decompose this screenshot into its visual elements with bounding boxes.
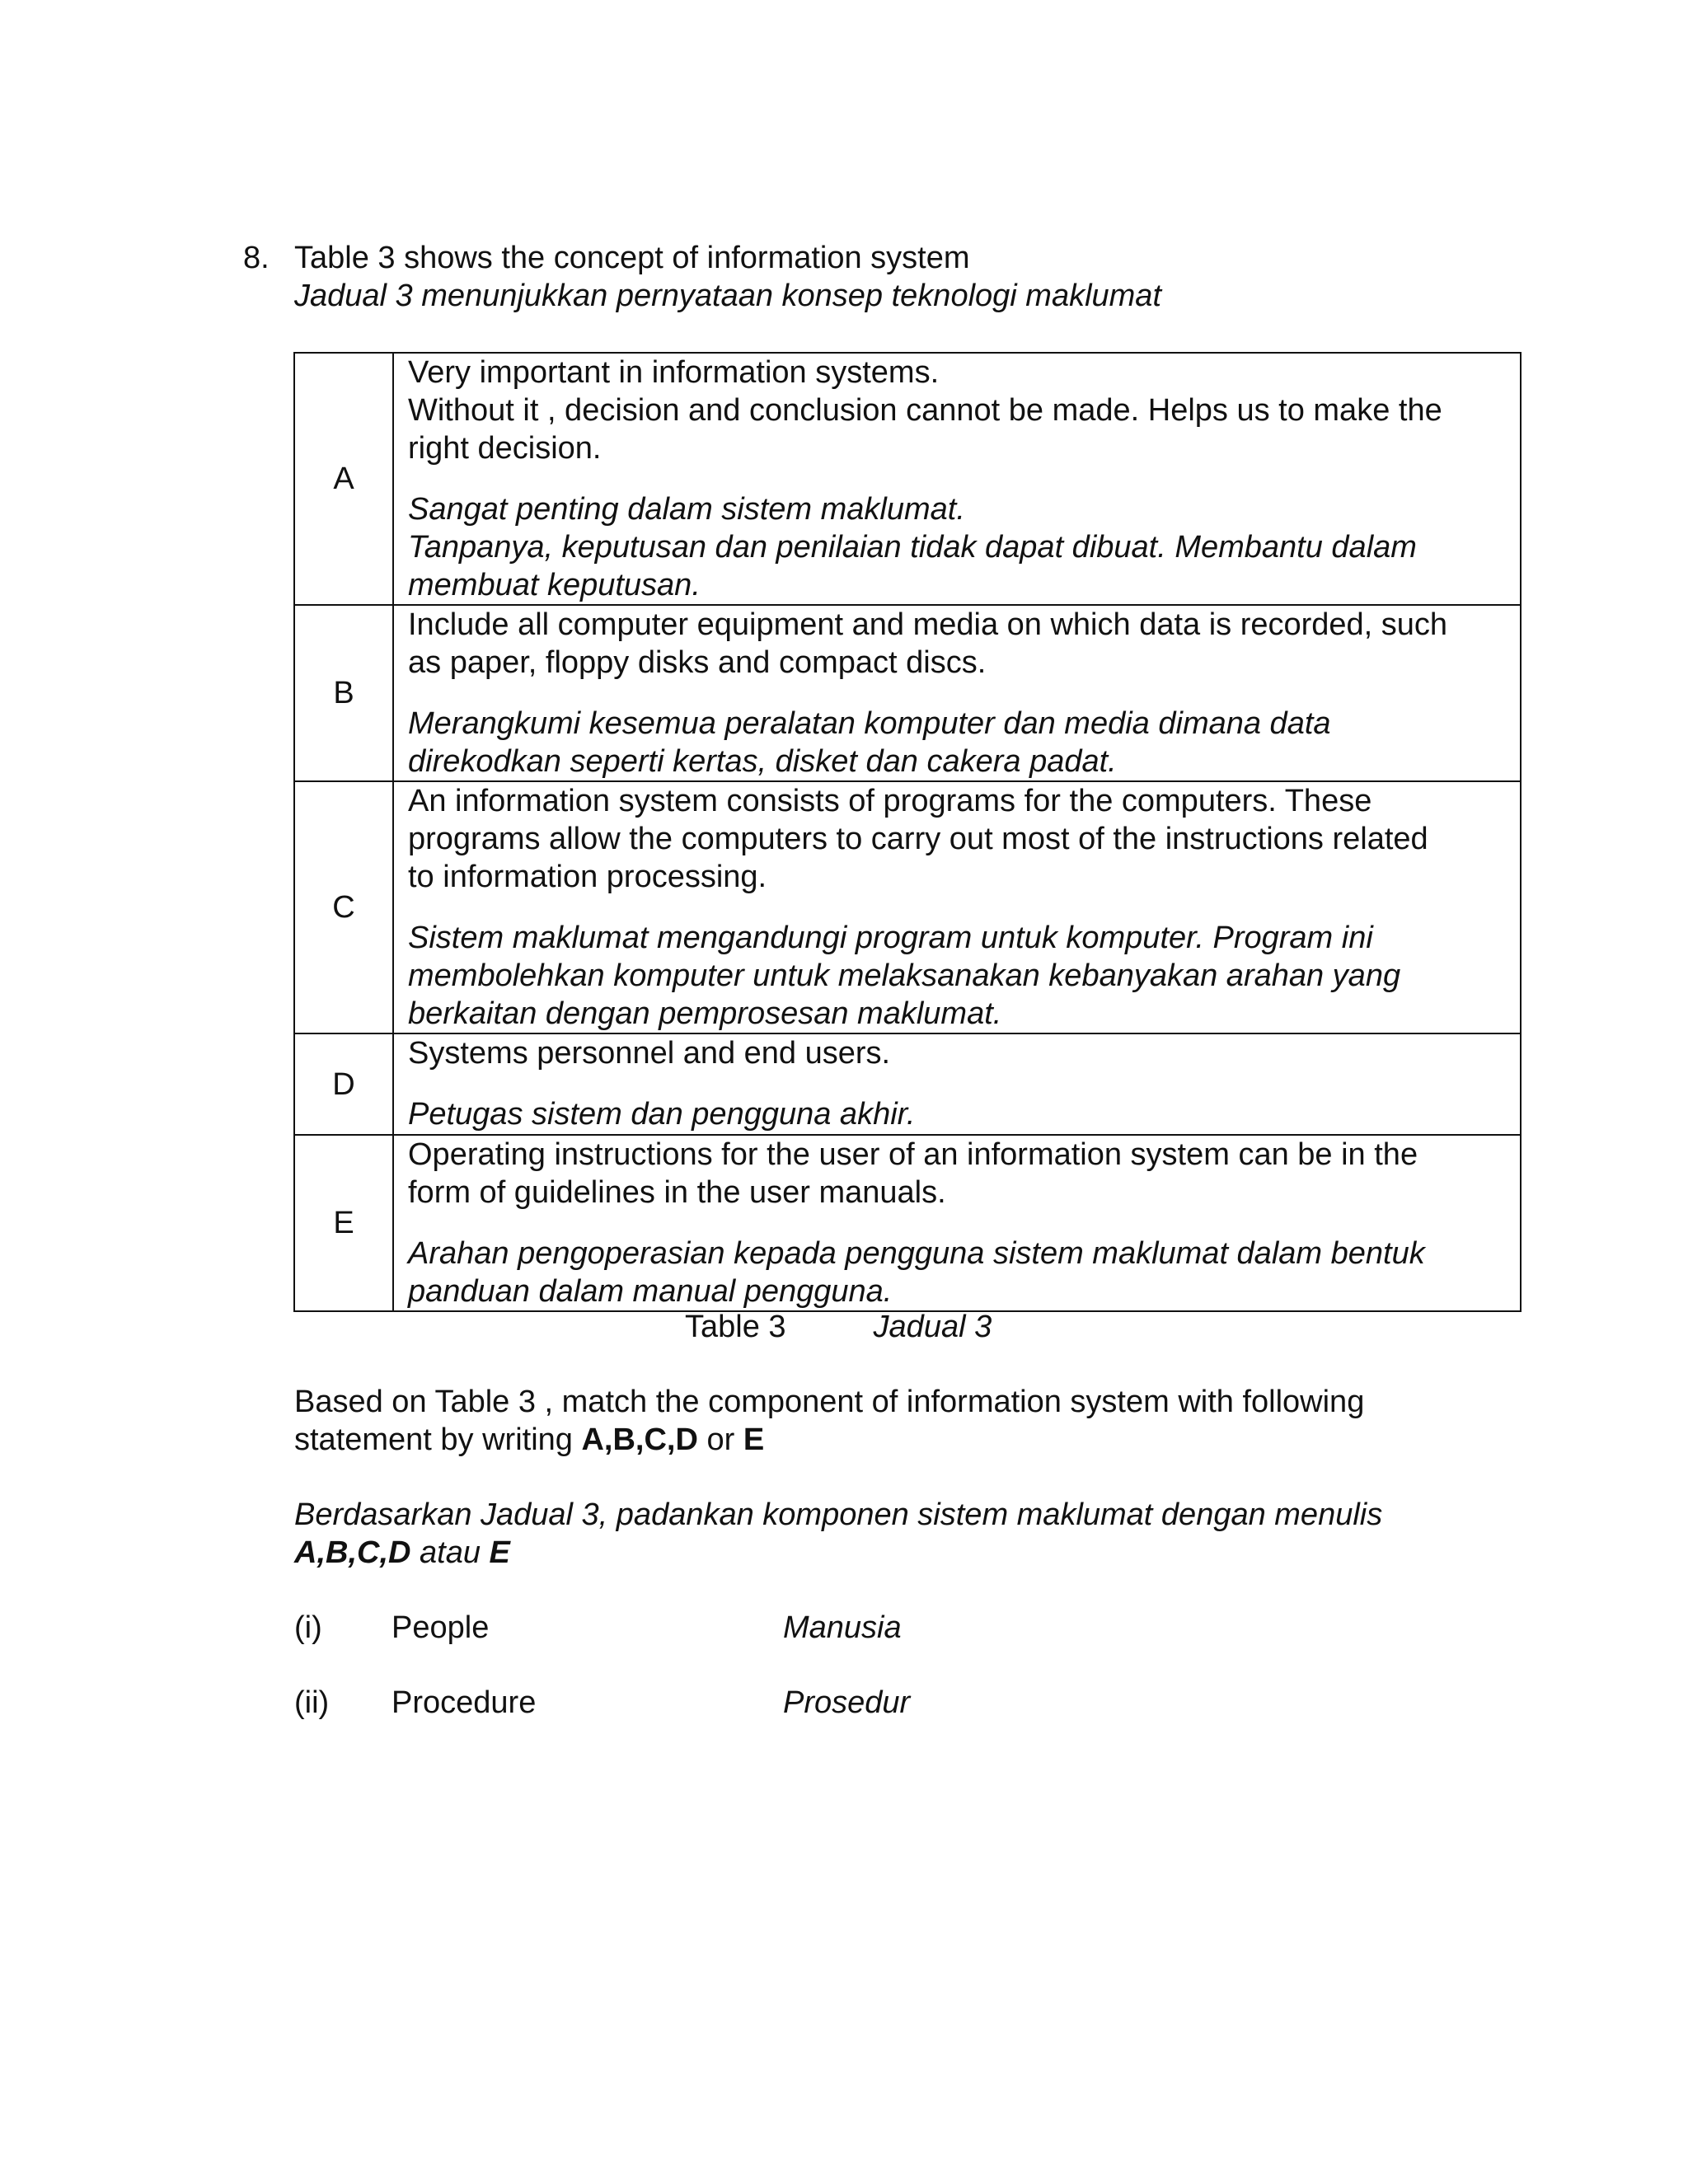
text-line: Sangat penting dalam sistem maklumat. xyxy=(408,492,965,527)
row-text-en xyxy=(408,354,1507,467)
instruction-text: or xyxy=(697,1422,743,1457)
row-content xyxy=(393,781,1521,1033)
text-line: Very important in information systems. xyxy=(408,355,940,390)
item-term-ms: Manusia xyxy=(783,1610,902,1645)
item-term-ms: Prosedur xyxy=(783,1685,911,1720)
table-caption xyxy=(685,1308,992,1346)
instruction-text: atau xyxy=(410,1535,490,1570)
text-line: form of guidelines in the user manuals. xyxy=(408,1175,946,1210)
instruction-ms xyxy=(294,1496,1506,1572)
row-label: D xyxy=(294,1033,393,1135)
text-line: Sistem maklumat mengandungi program untuk komputer. Program ini xyxy=(408,921,1373,955)
text-line: Operating instructions for the user of an information system can be in the xyxy=(408,1137,1418,1172)
instruction-en xyxy=(294,1383,1506,1459)
question-heading xyxy=(294,239,1531,315)
text-line: Systems personnel and end users. xyxy=(408,1036,891,1071)
question-number: 8. xyxy=(243,241,270,275)
text-line: membolehkan komputer untuk melaksanakan kebanyakan arahan yang xyxy=(408,958,1401,993)
text-line: Include all computer equipment and media on which data is recorded, such xyxy=(408,607,1448,642)
text-line: Merangkumi kesemua peralatan komputer dan media dimana data xyxy=(408,706,1331,741)
row-content xyxy=(393,1033,1521,1135)
row-text-ms xyxy=(408,919,1507,1033)
table-row xyxy=(294,1033,1521,1135)
text-line: right decision. xyxy=(408,431,602,466)
table-row xyxy=(294,605,1521,781)
answer-option-last: E xyxy=(489,1535,510,1570)
text-line: direkodkan seperti kertas, disket dan cakera padat. xyxy=(408,744,1117,779)
row-content xyxy=(393,605,1521,781)
row-label: C xyxy=(294,781,393,1033)
text-line: Without it , decision and conclusion cannot be made. Helps us to make the xyxy=(408,393,1442,428)
table-row xyxy=(294,1135,1521,1311)
text-line: programs allow the computers to carry out most of the instructions related xyxy=(408,822,1428,856)
text-line: An information system consists of programs for the computers. These xyxy=(408,784,1372,818)
instruction-line: Based on Table 3 , match the component of information system with following xyxy=(294,1385,1365,1419)
concept-table xyxy=(293,352,1522,1312)
instruction-text: statement by writing xyxy=(294,1422,582,1457)
row-label: A xyxy=(294,353,393,605)
answer-option-last: E xyxy=(743,1422,765,1457)
item-term-en: People xyxy=(392,1610,490,1645)
row-text-en xyxy=(408,1136,1507,1212)
row-content xyxy=(393,353,1521,605)
row-text-ms xyxy=(408,1095,1507,1133)
instruction-line xyxy=(294,1421,1506,1459)
text-line: Arahan pengoperasian kepada pengguna sistem maklumat dalam bentuk xyxy=(408,1236,1425,1271)
caption-ms: Jadual 3 xyxy=(873,1310,992,1344)
text-line: Petugas sistem dan pengguna akhir. xyxy=(408,1097,916,1132)
item-term-en: Procedure xyxy=(392,1685,537,1720)
answer-options: A,B,C,D xyxy=(581,1422,698,1457)
text-line: Tanpanya, keputusan dan penilaian tidak dapat dibuat. Membantu dalam xyxy=(408,530,1417,565)
row-text-ms xyxy=(408,1235,1507,1310)
row-content xyxy=(393,1135,1521,1311)
row-text-en xyxy=(408,606,1507,682)
table-row xyxy=(294,781,1521,1033)
row-text-ms xyxy=(408,490,1507,604)
row-label: B xyxy=(294,605,393,781)
row-text-en xyxy=(408,782,1507,896)
caption-en: Table 3 xyxy=(685,1310,786,1344)
instruction-line xyxy=(294,1534,1506,1572)
row-text-ms xyxy=(408,705,1507,780)
item-number: (ii) xyxy=(294,1685,330,1720)
table-row xyxy=(294,353,1521,605)
text-line: membuat keputusan. xyxy=(408,568,701,602)
text-line: as paper, floppy disks and compact discs. xyxy=(408,645,987,680)
heading-en: Table 3 shows the concept of information system xyxy=(294,241,970,275)
heading-ms: Jadual 3 menunjukkan pernyataan konsep teknologi maklumat xyxy=(294,279,1161,313)
row-label: E xyxy=(294,1135,393,1311)
text-line: to information processing. xyxy=(408,860,767,894)
answer-options: A,B,C,D xyxy=(294,1535,411,1570)
instruction-line: Berdasarkan Jadual 3, padankan komponen sistem maklumat dengan menulis xyxy=(294,1497,1383,1532)
text-line: berkaitan dengan pemprosesan maklumat. xyxy=(408,996,1002,1031)
text-line: panduan dalam manual pengguna. xyxy=(408,1274,893,1309)
item-number: (i) xyxy=(294,1610,322,1645)
row-text-en xyxy=(408,1034,1507,1072)
